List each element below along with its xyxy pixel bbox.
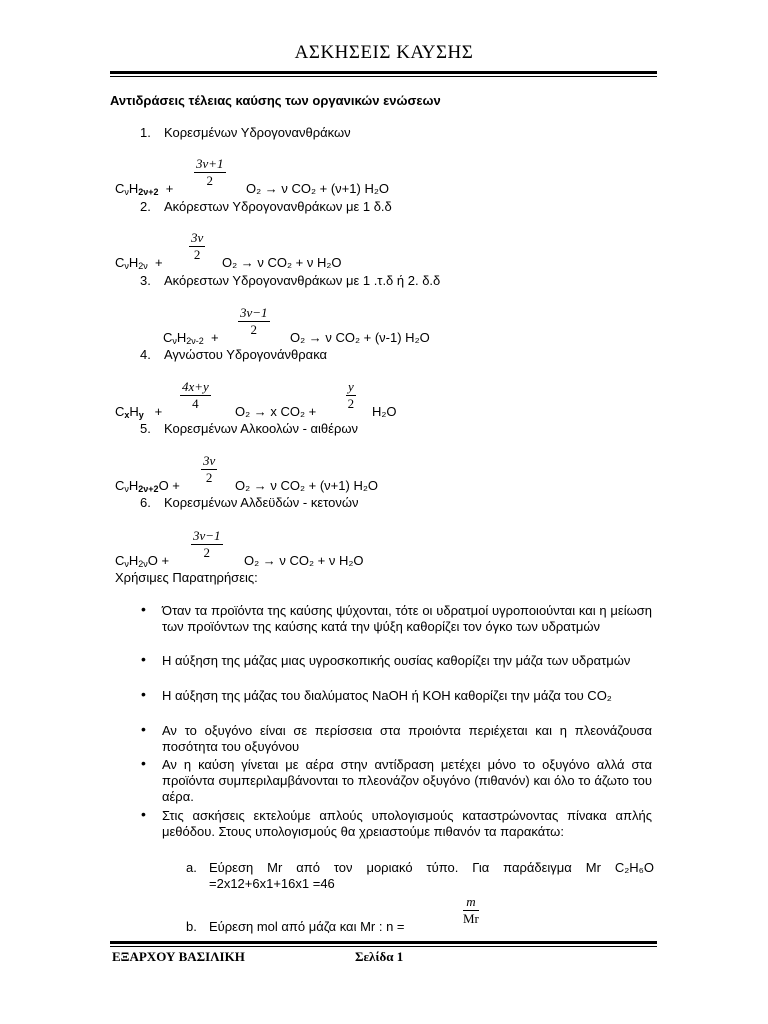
bullet-icon: • [141,806,146,822]
equation-reactant: $C_xH_y$ + [115,404,163,420]
fraction-numerator: y [348,379,354,394]
list-item-number: 1. [140,125,151,140]
fraction [191,529,223,560]
notes-heading: Χρήσιμες Παρατηρήσεις: [115,570,258,585]
equation-reactant: $C_\nu H_{2\nu}$ + [115,255,163,271]
bullet-icon: • [141,755,146,771]
list-item-number: 6. [140,495,151,510]
list-item-label: Ακόρεστων Υδρογονανθράκων με 1 δ.δ [164,199,392,214]
header-rule [110,71,657,74]
sub-item-marker: a. [186,860,197,875]
list-item-label: Αγνώστου Υδρογονάνθρακα [164,347,328,362]
list-item-number: 4. [140,347,151,362]
fraction [189,231,205,262]
fraction [238,306,270,337]
list-item-label: Ακόρεστων Υδρογονανθράκων με 1 .τ.δ ή 2. δ.δ [164,273,441,288]
equation-products: O₂ → ν CO₂ + ν H₂O [244,553,364,568]
footer-rule [110,941,657,944]
equation-products: O₂ → ν CO₂ + (ν-1) H₂O [290,330,430,345]
equation-products: O₂ → ν CO₂ + (ν+1) H₂O [246,181,389,196]
list-item-label: Κορεσμένων Αλκοολών - αιθέρων [164,421,358,436]
equation-reactant: $C_\nu H_{2\nu}O$ + [115,553,170,569]
footer-author: ΕΞΑΡΧΟΥ ΒΑΣΙΛΙΚΗ [112,949,245,964]
equation-products-water: H₂O [372,404,397,419]
fraction-denominator: 2 [203,545,211,560]
list-item-label: Κορεσμένων Υδρογονανθράκων [164,125,351,140]
fraction-numerator: 3ν+1 [196,156,224,171]
fraction-denominator: 2 [347,396,355,411]
note-item: Η αύξηση της μάζας μιας υγροσκοπικής ουσίας καθορίζει την μάζα των υδρατμών [162,653,631,668]
fraction [180,380,211,411]
equation-products: O₂ → ν CO₂ + ν H₂O [222,255,342,270]
fraction [201,454,217,485]
note-item: Στις ασκήσεις εκτελούμε απλούς υπολογισμούς καταστρώνοντας πίνακα απλής μεθόδου. Στους υπολογισμούς θα χρειαστούμε πιθανόν τα παρακάτω: [162,808,652,839]
equation-reactant: $C_\nu H_{2\nu+2}O$ + [115,478,180,494]
sub-item-marker: b. [186,919,197,934]
bullet-icon: • [141,601,146,617]
fraction-denominator: 2 [193,247,201,262]
sub-item: Εύρεση Mr από τον μοριακό τύπο. Για παράδειγμα Mr C₂H₆O =2x12+6x1+16x1 =46 [209,860,654,891]
note-item: Όταν τα προϊόντα της καύσης ψύχονται, τότε οι υδρατμοί υγροποιούνται και η μείωση των προϊόντων της καύσης κατά την ψύξη καθορίζει τον όγκο των υδρατμών [162,603,652,634]
fraction-numerator: 3ν−1 [193,528,221,543]
equation-reactant: $C_\nu H_{2\nu-2}$ + [163,330,219,346]
fraction [463,895,479,926]
bullet-icon: • [141,721,146,737]
footer-rule-thin [110,946,657,947]
list-item-number: 5. [140,421,151,436]
list-item-number: 3. [140,273,151,288]
header-rule-thin [110,76,657,77]
fraction-denominator: 2 [205,470,213,485]
equation-products: O₂ → ν CO₂ + (ν+1) H₂O [235,478,378,493]
list-item-label: Κορεσμένων Αλδεϋδών - κετονών [164,495,359,510]
fraction-numerator: m [463,895,479,911]
bullet-icon: • [141,651,146,667]
list-item-number: 2. [140,199,151,214]
page-title: ΑΣΚΗΣΕΙΣ ΚΑΥΣΗΣ [294,42,474,63]
note-item: Αν η καύση γίνεται με αέρα στην αντίδραση μετέχει μόνο το οξυγόνο αλλά στα προϊόντα συμπεριλαμβάνονται το πλεονάζον οξυγόνο (πιθανόν) και όλο το άζωτο του αέρα. [162,757,652,804]
fraction [194,157,226,188]
fraction-denominator: 2 [250,322,258,337]
note-item: Αν το οξυγόνο είναι σε περίσσεια στα προιόντα περιέχεται και η πλεονάζουσα ποσότητα του οξυγόνου [162,723,652,754]
fraction [346,380,356,411]
fraction-numerator: 3ν [191,230,204,245]
note-item: Η αύξηση της μάζας του διαλύματος NaOH ή KOH καθορίζει την μάζα του CO₂ [162,688,612,703]
fraction-denominator: 2 [206,173,214,188]
footer-page-number: Σελίδα 1 [355,949,404,964]
equation-products: O₂ → x CO₂ + [235,404,317,419]
section-heading: Αντιδράσεις τέλειας καύσης των οργανικών ενώσεων [110,93,441,108]
fraction-numerator: 4x+y [182,379,209,394]
fraction-denominator: 4 [192,396,199,411]
fraction-denominator: Mr [463,911,479,926]
fraction-numerator: 3ν−1 [240,305,268,320]
bullet-icon: • [141,686,146,702]
fraction-numerator: 3ν [203,453,216,468]
equation-reactant: $C_\nu H_{2\nu+2}$ + [115,181,174,197]
sub-item: Εύρεση mol από μάζα και Mr : n = [209,919,405,934]
